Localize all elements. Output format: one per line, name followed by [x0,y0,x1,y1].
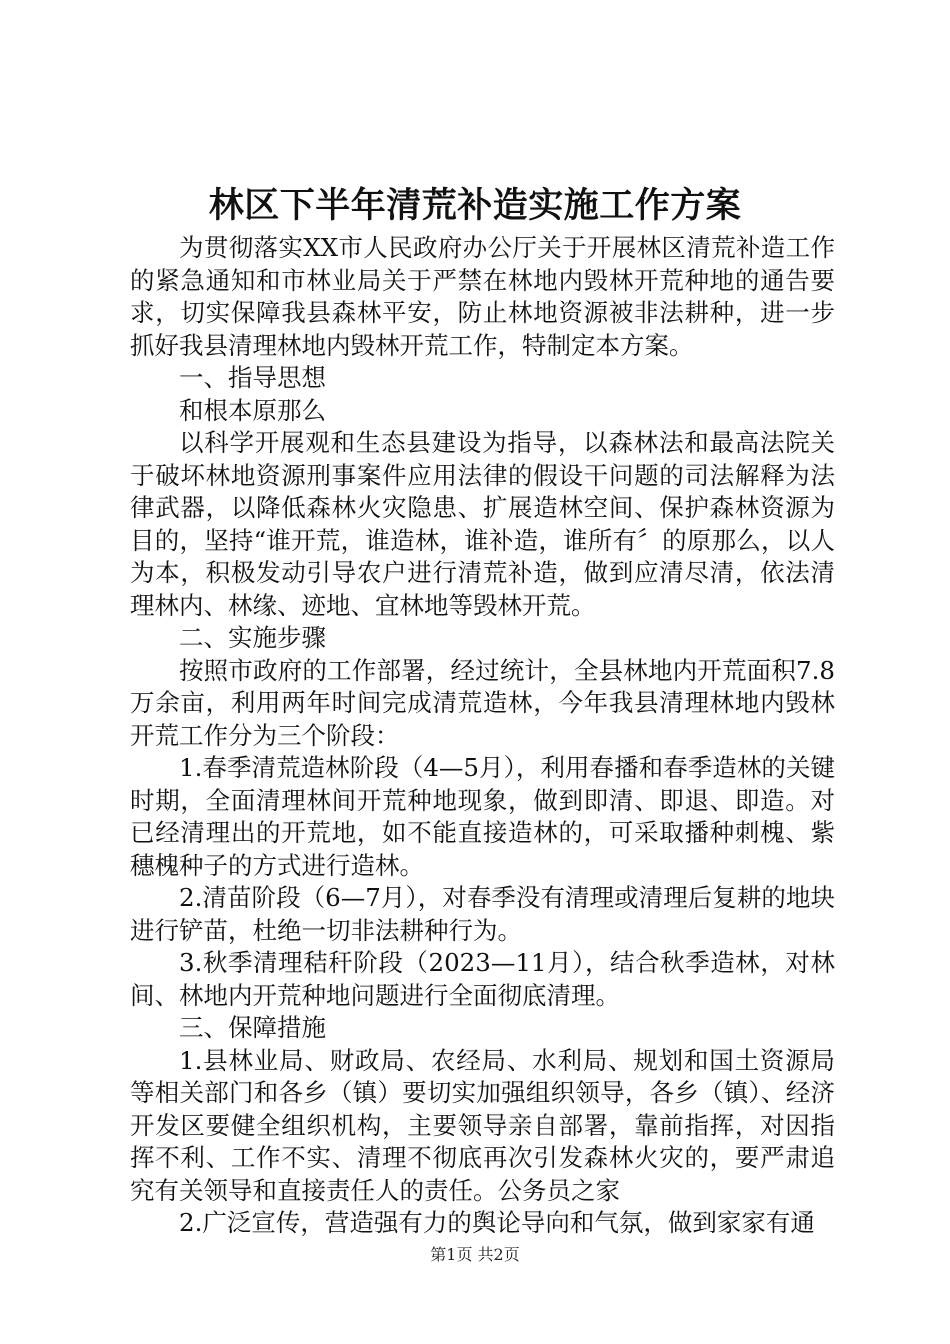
section-heading-1: 一、指导思想 [179,363,326,392]
page-footer: 第1页 共2页 [430,1245,520,1264]
document-title: 林区下半年清荒补造实施工作方案 [208,185,742,226]
paragraph-guiding: 以科学开展观和生态县建设为指导，以森林法和最高法院关于破坏林地资源刑事案件应用法律的假设干问题的司法解释为法律武器，以降低森林火灾隐患、扩展造林空间、保护森林资源为目的，坚持“谁开荒，谁造林，谁补造，谁所有〞的原那么，以人为本，积极发动引导农户进行清荒补造，做到应清尽清，依法清理林内、林缘、迹地、宜林地等毁林开荒。 [130,428,835,620]
document-body [130,232,835,1240]
paragraph-measure-2: 2.广泛宣传，营造强有力的舆论导向和气氛，做到家家有通 [179,1208,815,1237]
section-heading-2: 二、实施步骤 [179,623,326,652]
paragraph-measure-1: 1.县林业局、财政局、农经局、水利局、规划和国土资源局等相关部门和各乡（镇）要切实加强组织领导，各乡（镇）、经济开发区要健全组织机构，主要领导亲自部署，靠前指挥，对因指挥不利、工作不实、清理不彻底再次引发森林火灾的，要严肃追究有关领导和直接责任人的责任。公务员之家 [130,1045,835,1205]
section-heading-3: 三、保障措施 [179,1013,326,1042]
paragraph-step-3: 3.秋季清理秸秆阶段（2023—11月），结合秋季造林，对林间、林地内开荒种地问题进行全面彻底清理。 [130,948,835,1010]
paragraph-step-2: 2.清苗阶段（6—7月），对春季没有清理或清理后复耕的地块进行铲苗，杜绝一切非法耕种行为。 [130,883,835,945]
section-subheading: 和根本原那么 [179,395,326,425]
paragraph-intro: 为贯彻落实XX市人民政府办公厅关于开展林区清荒补造工作的紧急通知和市林业局关于严禁在林地内毁林开荒种地的通告要求，切实保障我县森林平安，防止林地资源被非法耕种，进一步抓好我县清理林地内毁林开荒工作，特制定本方案。 [130,233,835,360]
paragraph-step-1: 1.春季清荒造林阶段（4—5月），利用春播和春季造林的关键时期，全面清理林间开荒种地现象，做到即清、即退、即造。对已经清理出的开荒地，如不能直接造林的，可采取播种刺槐、紫穗槐种子的方式进行造林。 [130,753,835,880]
paragraph-steps-intro: 按照市政府的工作部署，经过统计，全县林地内开荒面积7.8万余亩，利用两年时间完成清荒造林，今年我县清理林地内毁林开荒工作分为三个阶段： [130,655,835,750]
